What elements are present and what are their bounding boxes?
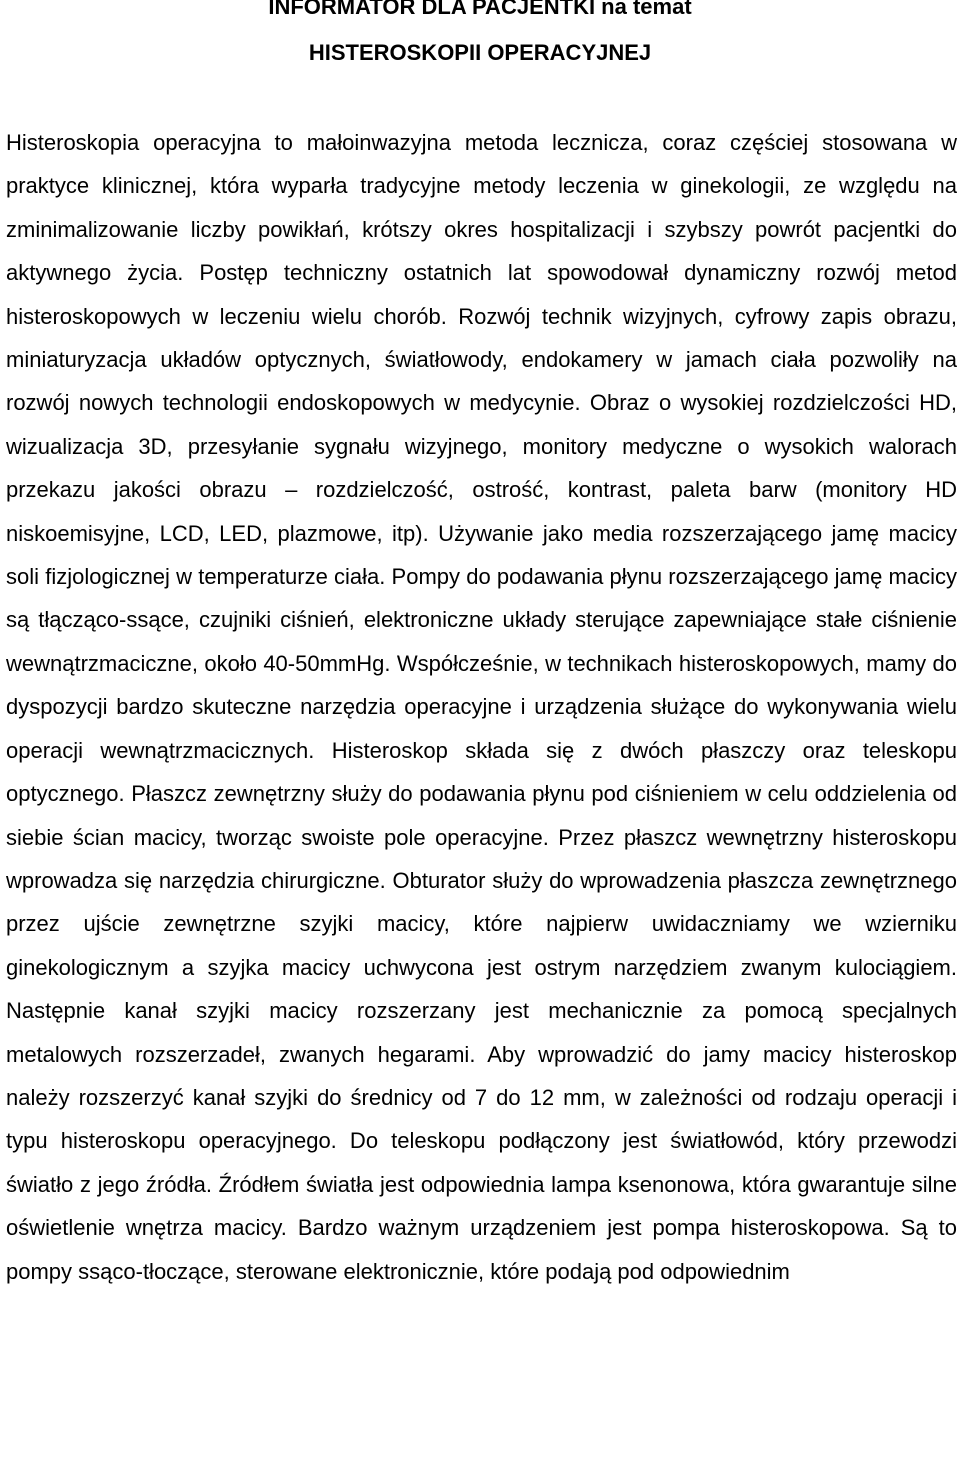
- document-title-line-1: INFORMATOR DLA PACJENTKI na temat: [268, 0, 692, 19]
- document-title-line-2: HISTEROSKOPII OPERACYJNEJ: [308, 40, 652, 65]
- document-body-paragraph: Histeroskopia operacyjna to małoinwazyjna metoda lecznicza, coraz częściej stosowana w praktyce klinicznej, która wyparła tradycyjne metody leczenia w ginekologii, ze względu na zminimalizowanie liczby powikłań, krótszy okres hospitalizacji i szybszy powrót pacjentki do aktywnego życia. Postęp techniczny ostatnich lat spowodował dynamiczny rozwój metod histeroskopowych w leczeniu wielu chorób. Rozwój technik wizyjnych, cyfrowy zapis obrazu, miniaturyzacja układów optycznych, światłowody, endokamery w jamach ciała pozwoliły na rozwój nowych technologii endoskopowych w medycynie. Obraz o wysokiej rozdzielczości HD, wizualizacja 3D, przesyłanie sygnału wizyjnego, monitory medyczne o wysokich walorach przekazu jakości obrazu – rozdzielczość, ostrość, kontrast, paleta barw (monitory HD niskoemisyjne, LCD, LED, plazmowe, itp). Używanie jako media rozszerzającego jamę macicy soli fizjologicznej w temperaturze ciała. Pompy do podawania płynu rozszerzającego jamę macicy są tłącząco-ssące, czujniki ciśnień, elektroniczne układy sterujące zapewniające stałe ciśnienie wewnątrzmaciczne, około 40-50mmHg. Współcześnie, w technikach histeroskopowych, mamy do dyspozycji bardzo skuteczne narzędzia operacyjne i urządzenia służące do wykonywania wielu operacji wewnątrzmacicznych. Histeroskop składa się z dwóch płaszczy oraz teleskopu optycznego. Płaszcz zewnętrzny służy do podawania płynu pod ciśnieniem w celu oddzielenia od siebie ścian macicy, tworząc swoiste pole operacyjne. Przez płaszcz wewnętrzny histeroskopu wprowadza się narzędzia chirurgiczne. Obturator służy do wprowadzenia płaszcza zewnętrznego przez ujście zewnętrzne szyjki macicy, które najpierw uwidaczniamy we wzierniku ginekologicznym a szyjka macicy uchwycona jest ostrym narzędziem zwanym kulociągiem. Następnie kanał szyjki macicy rozszerzany jest mechanicznie za pomocą specjalnych metalowych rozszerzadeł, zwanych hegarami. Aby wprowadzić do jamy macicy histeroskop należy rozszerzyć kanał szyjki do średnicy od 7 do 12 mm, w zależności od rodzaju operacji i typu histeroskopu operacyjnego. Do teleskopu podłączony jest światłowód, który przewodzi światło z jego źródła. Źródłem światła jest odpowiednia lampa ksenonowa, która gwarantuje silne oświetlenie wnętrza macicy. Bardzo ważnym urządzeniem jest pompa histeroskopowa. Są to pompy ssąco-tłoczące, sterowane elektronicznie, które podają pod odpowiednim: [6, 130, 957, 1284]
